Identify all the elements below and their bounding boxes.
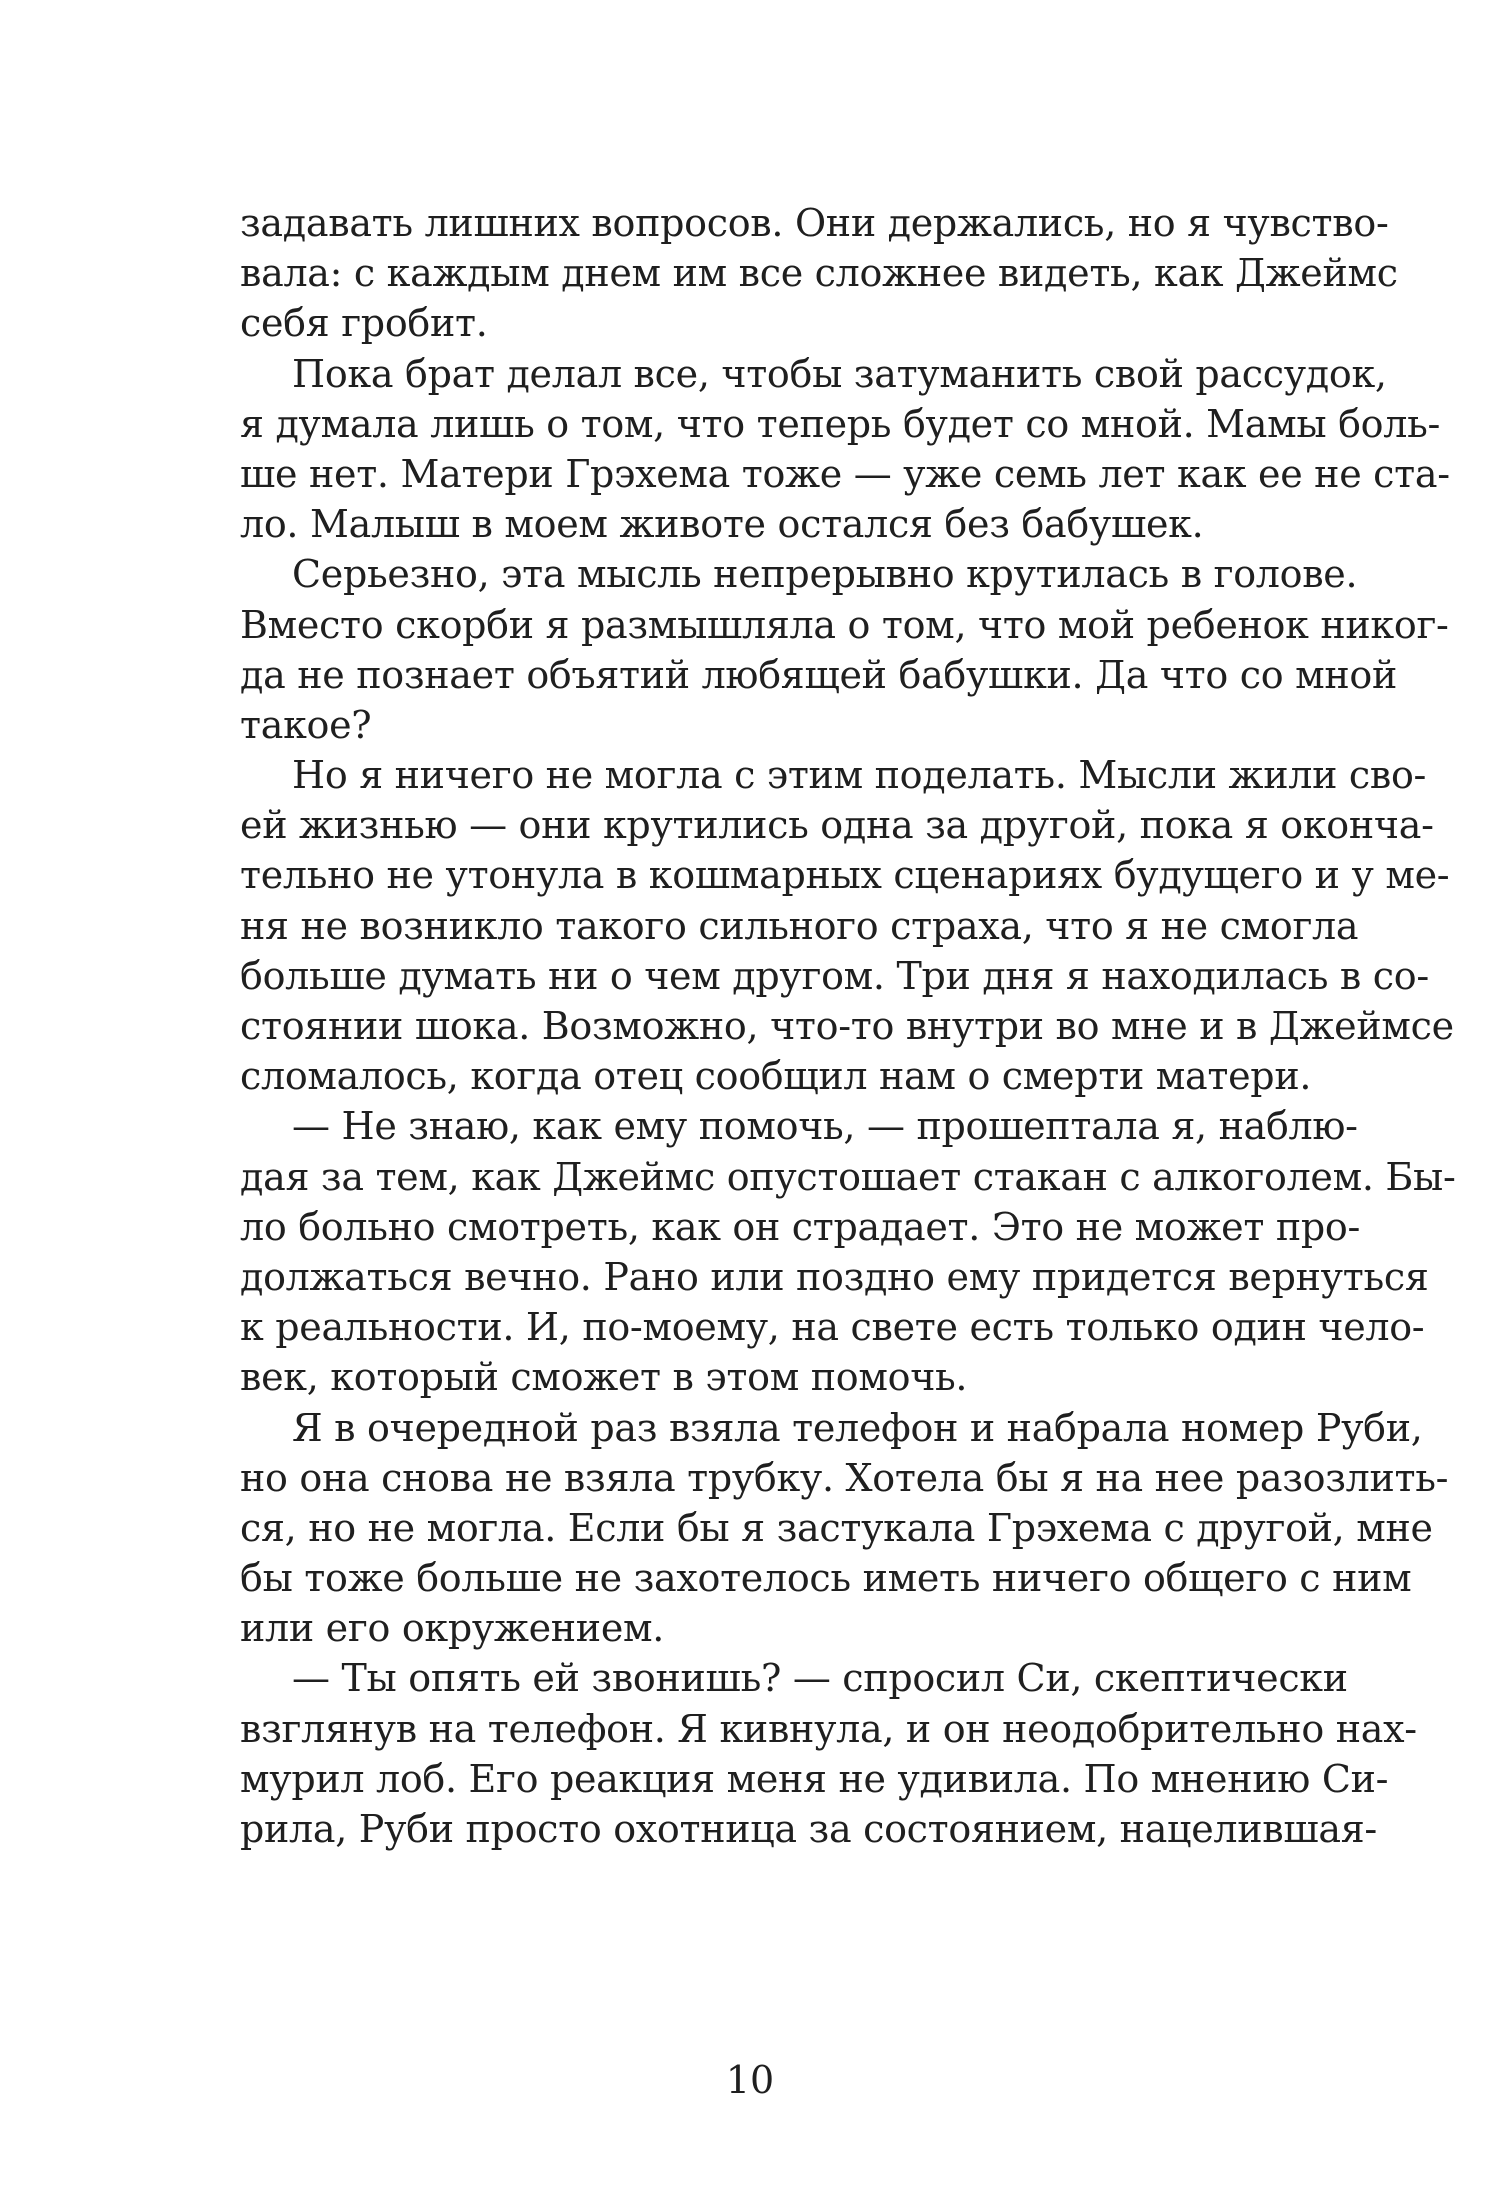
body-text — [240, 198, 1456, 1854]
text-line: ся, но не могла. Если бы я застукала Грэхема с другой, мне — [240, 1505, 1433, 1550]
text-line: я думала лишь о том, что теперь будет со мной. Мамы боль- — [240, 401, 1441, 446]
text-line: или его окружением. — [240, 1606, 665, 1651]
text-line: Я в очередной раз взяла телефон и набрала номер Руби, — [292, 1405, 1423, 1450]
text-line: вала: с каждым днем им все сложнее видеть, как Джеймс — [240, 251, 1398, 296]
text-line: дая за тем, как Джеймс опустошает стакан с алкоголем. Бы- — [240, 1154, 1456, 1199]
text-line: да не познает объятий любящей бабушки. Да что со мной — [240, 652, 1397, 697]
text-line: ня не возникло такого сильного страха, что я не смогла — [240, 903, 1359, 948]
text-line: такое? — [240, 702, 372, 747]
text-line: Серьезно, эта мысль непрерывно крутилась в голове. — [292, 552, 1358, 597]
text-line: Вместо скорби я размышляла о том, что мой ребенок никог- — [240, 602, 1449, 647]
text-line: тельно не утонула в кошмарных сценариях будущего и у ме- — [240, 853, 1450, 898]
text-line: век, который сможет в этом помочь. — [240, 1355, 968, 1400]
text-line: стоянии шока. Возможно, что-то внутри во мне и в Джеймсе — [240, 1004, 1454, 1048]
text-line: мурил лоб. Его реакция меня не удивила. По мнению Си- — [240, 1756, 1389, 1801]
text-line: рила, Руби просто охотница за состоянием, нацелившая- — [240, 1807, 1377, 1851]
text-line: Пока брат делал все, чтобы затуманить свой рассудок, — [292, 351, 1387, 396]
text-line: ей жизнью — они крутились одна за другой, пока я оконча- — [240, 803, 1434, 848]
text-line: себя гробит. — [240, 301, 488, 346]
text-line: ло. Малыш в моем животе остался без бабушек. — [240, 502, 1204, 547]
text-line: больше думать ни о чем другом. Три дня я находилась в со- — [240, 953, 1429, 998]
text-line: — Ты опять ей звонишь? — спросил Си, скептически — [292, 1656, 1348, 1701]
text-line: но она снова не взяла трубку. Хотела бы я на нее разозлить- — [240, 1455, 1449, 1500]
text-line: должаться вечно. Рано или поздно ему придется вернуться — [240, 1254, 1429, 1299]
page-number: 10 — [725, 2058, 775, 2102]
text-line: ло больно смотреть, как он страдает. Это не может про- — [240, 1204, 1361, 1249]
text-line: взглянув на телефон. Я кивнула, и он неодобрительно нах- — [240, 1706, 1417, 1751]
text-line: — Не знаю, как ему помочь, — прошептала я, наблю- — [292, 1104, 1358, 1149]
text-line: Но я ничего не могла с этим поделать. Мысли жили сво- — [292, 753, 1427, 798]
text-line: к реальности. И, по-моему, на свете есть только один чело- — [240, 1305, 1425, 1350]
text-line: бы тоже больше не захотелось иметь ничего общего с ним — [240, 1556, 1412, 1601]
text-line: сломалось, когда отец сообщил нам о смерти матери. — [240, 1054, 1312, 1099]
text-line: задавать лишних вопросов. Они держались, но я чувство- — [240, 201, 1389, 245]
text-line: ше нет. Матери Грэхема тоже — уже семь лет как ее не ста- — [240, 451, 1450, 496]
